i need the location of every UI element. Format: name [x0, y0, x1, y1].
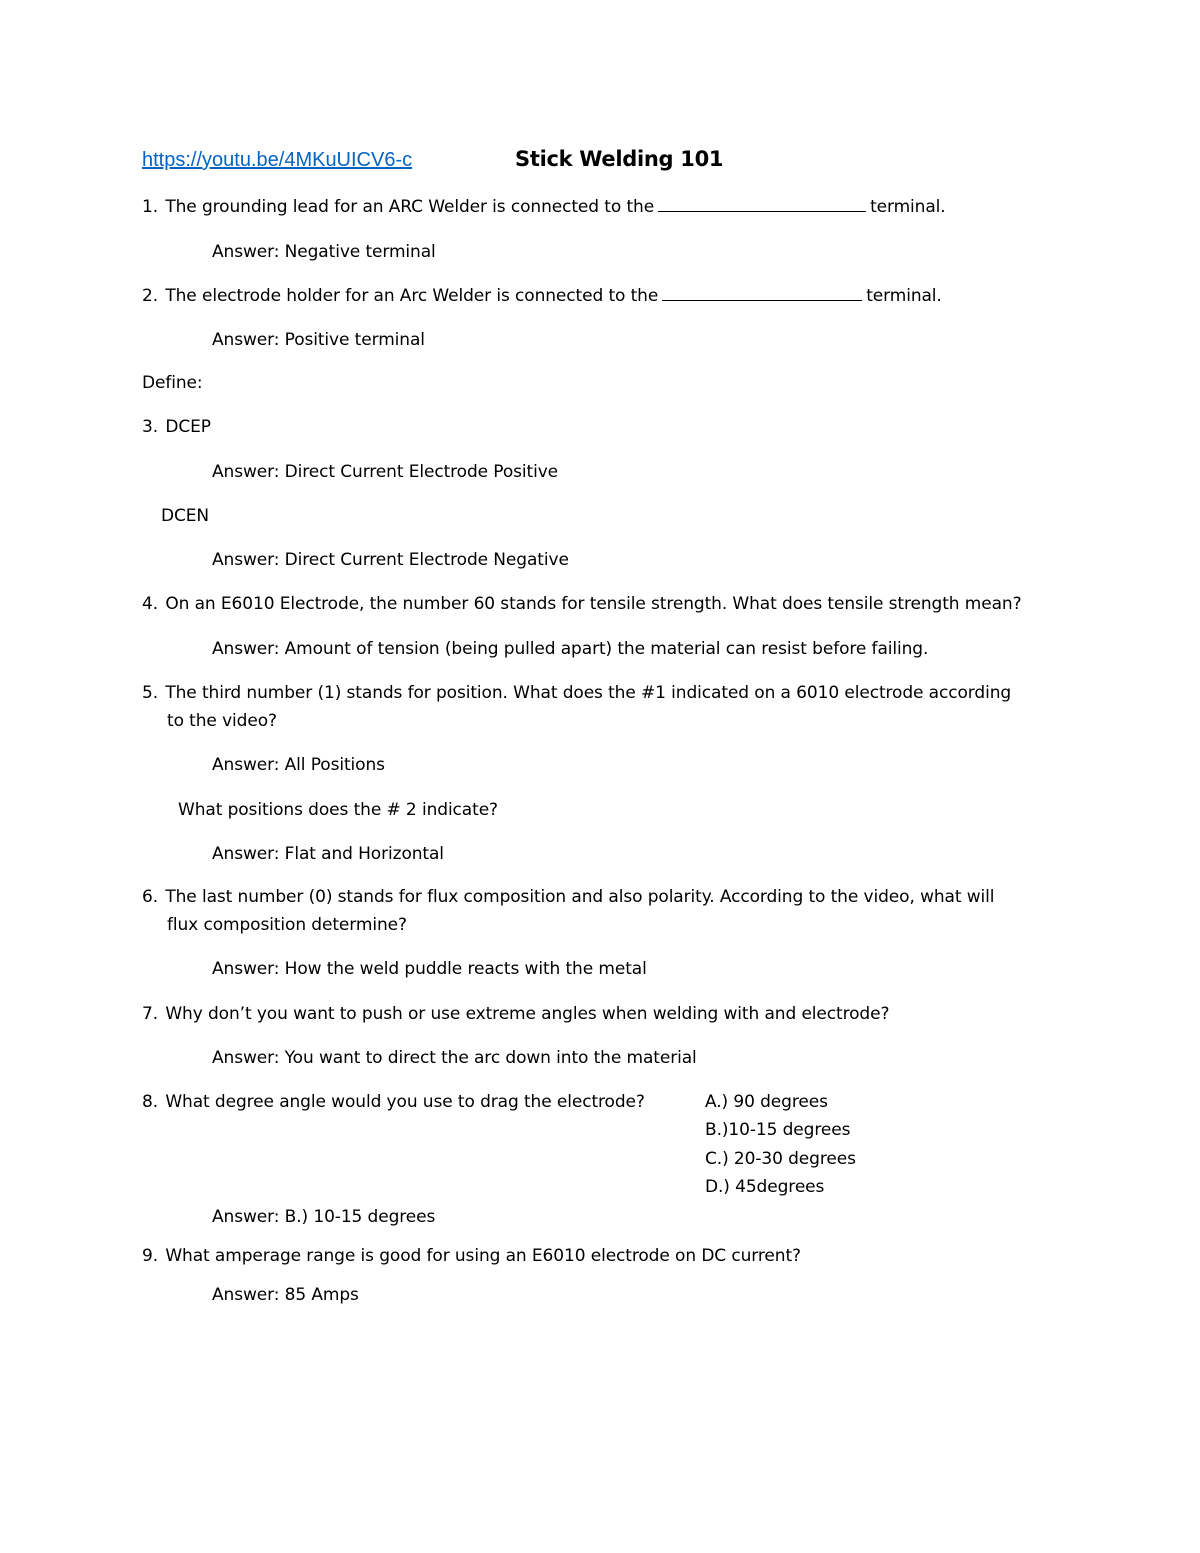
question-number: 5. — [142, 683, 159, 703]
question-text: The third number (1) stands for position. What does the #1 indicated on a 6010 electrode according — [165, 683, 1012, 703]
answer-6: Answer: How the weld puddle reacts with the metal — [212, 959, 647, 979]
fill-blank — [662, 286, 862, 301]
question-text: DCEP — [165, 417, 211, 437]
answer-5-sub: Answer: Flat and Horizontal — [212, 844, 444, 864]
question-2 — [142, 285, 942, 307]
question-7 — [142, 1003, 889, 1025]
question-5 — [142, 682, 1011, 704]
option-b: B.)10-15 degrees — [705, 1120, 851, 1140]
question-number: 3. — [142, 417, 159, 437]
option-d: D.) 45degrees — [705, 1177, 825, 1197]
question-text: What amperage range is good for using an E6010 electrode on DC current? — [165, 1246, 801, 1266]
page-title: Stick Welding 101 — [515, 147, 724, 171]
question-5-sub: What positions does the # 2 indicate? — [178, 800, 498, 820]
option-c: C.) 20-30 degrees — [705, 1149, 856, 1169]
question-6-continued: flux composition determine? — [167, 915, 407, 935]
answer-4: Answer: Amount of tension (being pulled apart) the material can resist before failing. — [212, 639, 929, 659]
answer-5: Answer: All Positions — [212, 755, 385, 775]
question-text-end: terminal. — [870, 197, 946, 217]
question-number: 6. — [142, 887, 159, 907]
answer-1: Answer: Negative terminal — [212, 242, 436, 262]
question-number: 1. — [142, 197, 159, 217]
question-3-sub: DCEN — [161, 506, 210, 526]
question-text: The grounding lead for an ARC Welder is connected to the — [165, 197, 655, 217]
question-3 — [142, 416, 211, 438]
answer-9: Answer: 85 Amps — [212, 1285, 359, 1305]
question-text-end: terminal. — [866, 286, 942, 306]
question-text: The last number (0) stands for flux composition and also polarity. According to the video, what will — [165, 887, 995, 907]
question-number: 4. — [142, 594, 159, 614]
answer-2: Answer: Positive terminal — [212, 330, 425, 350]
question-5-continued: to the video? — [167, 711, 277, 731]
question-number: 7. — [142, 1004, 159, 1024]
fill-blank — [658, 197, 866, 212]
answer-3-sub: Answer: Direct Current Electrode Negative — [212, 550, 569, 570]
question-4 — [142, 593, 1022, 615]
question-8 — [142, 1091, 645, 1113]
question-text: Why don’t you want to push or use extreme angles when welding with and electrode? — [165, 1004, 890, 1024]
question-number: 2. — [142, 286, 159, 306]
answer-7: Answer: You want to direct the arc down into the material — [212, 1048, 697, 1068]
question-text: What degree angle would you use to drag the electrode? — [165, 1092, 645, 1112]
option-a: A.) 90 degrees — [705, 1092, 828, 1112]
question-9 — [142, 1245, 801, 1267]
question-text: The electrode holder for an Arc Welder is connected to the — [165, 286, 659, 306]
question-number: 9. — [142, 1246, 159, 1266]
question-text: On an E6010 Electrode, the number 60 stands for tensile strength. What does tensile strength mean? — [165, 594, 1022, 614]
define-heading: Define: — [142, 373, 203, 393]
question-1 — [142, 196, 946, 218]
video-link[interactable]: https://youtu.be/4MKuUICV6-c — [142, 149, 413, 171]
question-6 — [142, 886, 994, 908]
answer-3: Answer: Direct Current Electrode Positive — [212, 462, 559, 482]
answer-8: Answer: B.) 10-15 degrees — [212, 1207, 436, 1227]
question-number: 8. — [142, 1092, 159, 1112]
